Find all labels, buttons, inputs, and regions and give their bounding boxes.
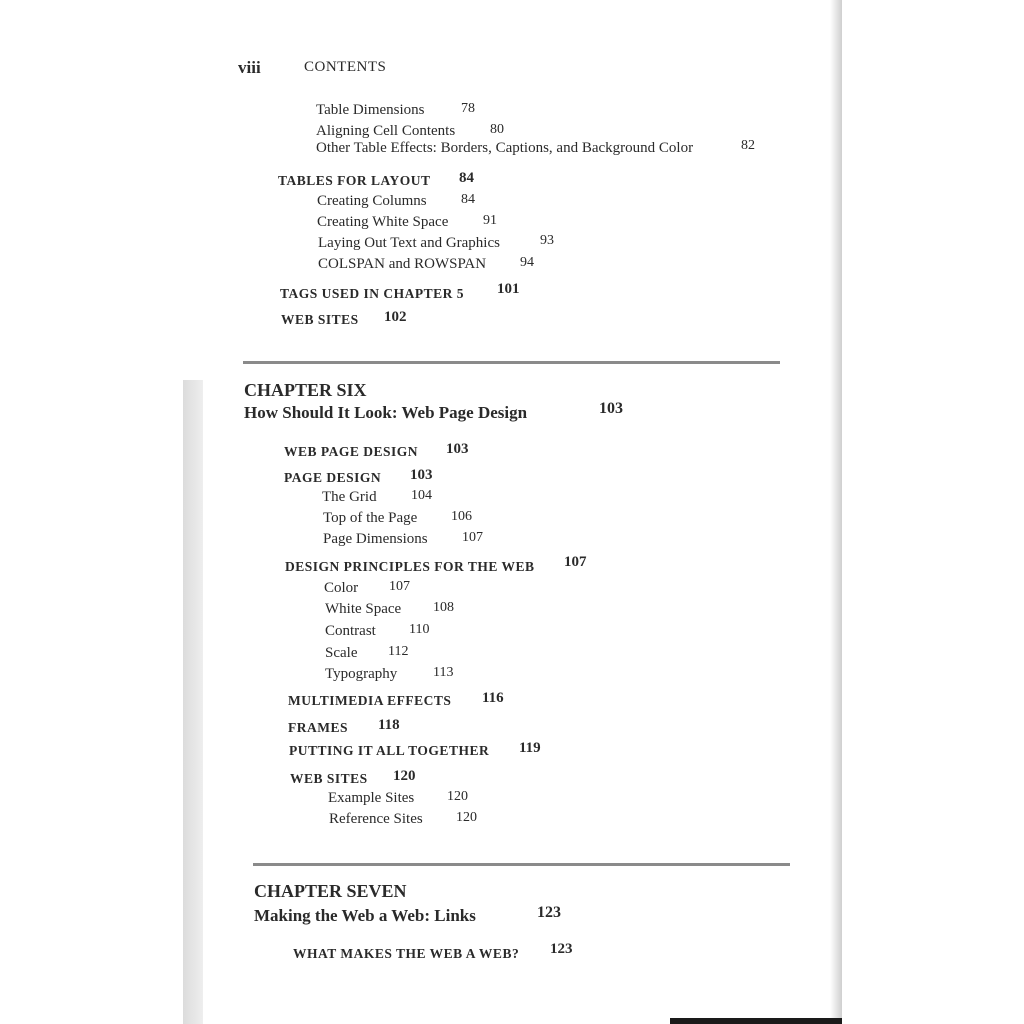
toc-entry-page: 107 xyxy=(462,530,483,545)
toc-section-title: TAGS USED IN CHAPTER 5 xyxy=(280,286,465,301)
toc-entry-page: 84 xyxy=(461,192,475,207)
toc-section-page: 102 xyxy=(384,309,407,325)
toc-entry-page: 108 xyxy=(433,600,454,615)
page-number: viii xyxy=(238,58,261,77)
toc-entry-title: Top of the Page xyxy=(323,510,418,526)
toc-entry-page: 110 xyxy=(409,622,430,637)
toc-entry-title: Table Dimensions xyxy=(316,102,425,118)
toc-section-page: 101 xyxy=(497,281,520,297)
chapter-title: Making the Web a Web: Links xyxy=(254,906,476,925)
toc-entry-page: 104 xyxy=(411,488,432,503)
toc-section-page: 123 xyxy=(550,941,573,957)
toc-entry-title: COLSPAN and ROWSPAN xyxy=(318,256,487,272)
toc-section-title: PAGE DESIGN xyxy=(284,470,382,485)
toc-section-page: 107 xyxy=(564,554,587,570)
toc-entry-title: Reference Sites xyxy=(329,811,423,827)
toc-section-title: FRAMES xyxy=(288,720,348,735)
scan-shadow-right xyxy=(830,0,842,1024)
chapter-rule xyxy=(253,863,790,866)
toc-section-title: TABLES FOR LAYOUT xyxy=(278,173,431,188)
toc-entry-page: 106 xyxy=(451,509,472,524)
toc-section-page: 119 xyxy=(519,740,541,756)
toc-entry-title: Color xyxy=(324,580,359,596)
toc-entry-title: Laying Out Text and Graphics xyxy=(318,235,500,251)
toc-section-page: 120 xyxy=(393,768,416,784)
chapter-label: CHAPTER SEVEN xyxy=(254,881,407,901)
toc-section-page: 84 xyxy=(459,170,474,186)
toc-section-title: WEB SITES xyxy=(290,771,368,786)
toc-entry-page: 120 xyxy=(447,789,468,804)
toc-section-page: 103 xyxy=(410,467,433,483)
toc-entry-title: Page Dimensions xyxy=(323,531,428,547)
toc-entry-title: Creating White Space xyxy=(317,214,449,230)
toc-section-title: WEB SITES xyxy=(281,312,359,327)
running-header: CONTENTS xyxy=(304,59,387,75)
toc-entry-page: 120 xyxy=(456,810,477,825)
toc-entry-title: Typography xyxy=(325,666,398,682)
toc-entry-page: 80 xyxy=(490,122,504,137)
chapter-rule xyxy=(243,361,780,364)
toc-entry-title: Creating Columns xyxy=(317,193,427,209)
toc-section-title: WEB PAGE DESIGN xyxy=(284,444,419,459)
scan-shadow-left xyxy=(183,380,203,1024)
toc-entry-page: 91 xyxy=(483,213,497,228)
toc-section-page: 116 xyxy=(482,690,504,706)
chapter-title: How Should It Look: Web Page Design xyxy=(244,403,528,422)
toc-section-title: WHAT MAKES THE WEB A WEB? xyxy=(293,946,520,961)
toc-entry-page: 113 xyxy=(433,665,454,680)
toc-entry-title: Other Table Effects: Borders, Captions, and Background Color xyxy=(316,140,694,156)
toc-entry-page: 112 xyxy=(388,644,409,659)
toc-entry-page: 82 xyxy=(741,138,755,153)
scan-edge-bottom xyxy=(670,1018,842,1024)
toc-entry-title: Aligning Cell Contents xyxy=(316,123,456,139)
chapter-label: CHAPTER SIX xyxy=(244,380,367,400)
toc-entry-title: The Grid xyxy=(322,489,377,505)
toc-section-title: MULTIMEDIA EFFECTS xyxy=(288,693,452,708)
toc-entry-title: Contrast xyxy=(325,623,376,639)
toc-entry-page: 93 xyxy=(540,233,554,248)
toc-entry-title: Scale xyxy=(325,645,358,661)
toc-entry-title: Example Sites xyxy=(328,790,415,806)
chapter-page: 103 xyxy=(599,400,623,417)
toc-section-title: PUTTING IT ALL TOGETHER xyxy=(289,743,490,758)
toc-entry-title: White Space xyxy=(325,601,402,617)
toc-entry-page: 107 xyxy=(389,579,410,594)
chapter-page: 123 xyxy=(537,904,561,921)
toc-section-page: 103 xyxy=(446,441,469,457)
toc-section-title: DESIGN PRINCIPLES FOR THE WEB xyxy=(285,559,535,574)
toc-entry-page: 94 xyxy=(520,255,534,270)
toc-entry-page: 78 xyxy=(461,101,475,116)
toc-section-page: 118 xyxy=(378,717,400,733)
